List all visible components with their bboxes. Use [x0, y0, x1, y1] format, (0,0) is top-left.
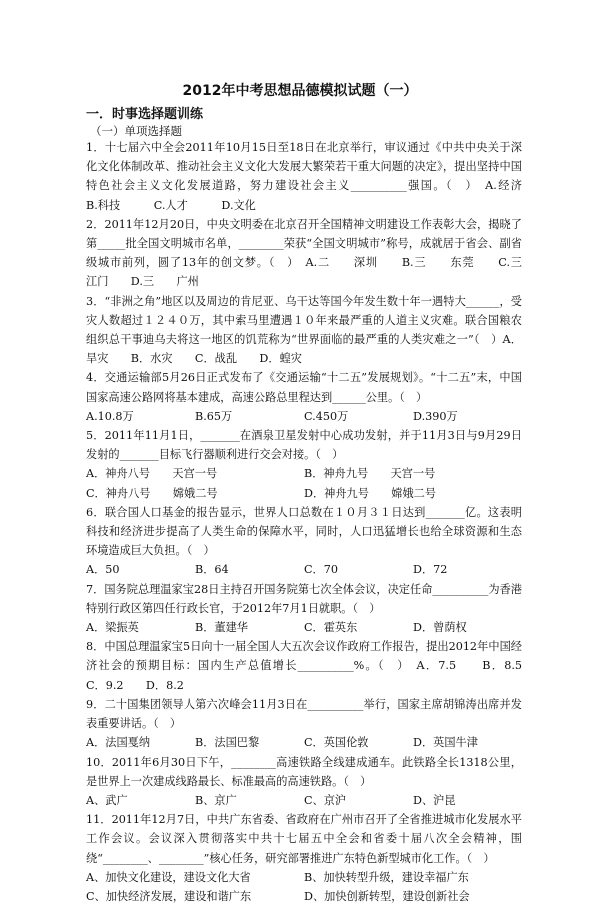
option-b: B．董建华 [195, 621, 248, 635]
question-1: 1．十七届六中全会2011年10月15日至18日在北京举行，审议通过《中共中央关于深化文化体制改革、推动社会主义文化大发展大繁荣若干重大问题的决定》，提出坚持中国特色社会主义文化发展道路，努力建设社会主义__________强国。（ ） A.经济 B.科技 C.人才 D.文化 [86, 141, 556, 212]
question-10: 10．2011年6月30日下午，________高速铁路全线建成通车。此铁路全长1318公里，是世界上一次建成线路最长、标准最高的高速铁路。（ ） [86, 755, 522, 788]
option-d: D．72 [413, 563, 448, 577]
question-6-options [86, 560, 522, 579]
option-a: A、加快文化建设，建设文化大省 [86, 870, 251, 884]
option-c: C．神舟八号 嫦娥二号 [86, 486, 218, 500]
option-d: D、沪昆 [413, 793, 456, 807]
question-4-options [86, 407, 522, 426]
option-c: C、京沪 [304, 793, 347, 807]
question-2: 2．2011年12月20日，中央文明委在北京召开全国精神文明建设工作表彰大会，揭晓了第_____批全国文明城市名单，________荣获“全国文明城市”称号，成就居于省会、副省级城市前列，圆了13年的创文梦。（ ） A.二 深圳 B.三 东莞 C.三 江门 D.三 广州 [86, 217, 545, 289]
option-c: C．英国伦敦 [304, 736, 369, 750]
option-b: B、京广 [195, 793, 237, 807]
option-c: C、加快经济发展，建设和谐广东 [86, 889, 252, 903]
section-heading: 一．时事选择题训练 [86, 107, 204, 122]
option-d: D、加快创新转型，建设创新社会 [304, 889, 470, 903]
question-9: 9．二十国集团领导人第六次峰会11月3日在__________举行，国家主席胡锦涛出席并发表重要讲话。（ ） [86, 697, 522, 731]
question-7-options [86, 618, 522, 637]
question-11: 11．2011年12月7日，中共广东省委、省政府在广州市召开了全省推进城市化发展水平工作会议。会议深入贯彻落实中共十七届五中全会和省委十届八次全会精神，围绕“________、________”核心任务，研究部署推进广东特色新型城市化工作。（ ） [86, 813, 522, 865]
question-3: 3．“非洲之角”地区以及周边的肯尼亚、乌干达等国今年发生数十年一遇特大______，受灾人数超过１２４０万，其中索马里遭遇１０年来最严重的人道主义灾难。联合国粮农组织总干事迪乌夫将这一地区的饥荒称为“世界面临的最严重的人类灾难之一”（ ）A．旱灾 B．水灾 C．战乱 D．蝗灾 [86, 294, 522, 366]
question-5-options [86, 464, 522, 502]
option-a: A．神舟八号 天宫一号 [86, 467, 218, 481]
option-d: D．英国牛津 [413, 736, 478, 750]
question-4: 4．交通运输部5月26日正式发布了《交通运输“十二五”发展规划》。“十二五”末，中国国家高速公路网将基本建成，高速公路总里程达到______公里。（ ） [86, 371, 522, 404]
question-9-options [86, 733, 522, 752]
subsection-heading: （一）单项选择题 [90, 124, 182, 138]
option-a: A．法国戛纳 [86, 736, 151, 750]
option-d: D．曾荫权 [413, 621, 467, 635]
option-c: C.450万 [304, 409, 349, 423]
option-b: B．神舟九号 天宫一号 [304, 467, 436, 481]
page-title: 2012年中考思想品德模拟试题（一） [182, 83, 418, 99]
question-11-options [86, 868, 522, 906]
option-a: A.10.8万 [86, 409, 134, 423]
question-6: 6．联合国人口基金的报告显示，世界人口总数在１０月３１日达到_______亿。这表明科技和经济进步提高了人类生命的保障水平，同时，人口迅猛增长也给全球资源和生态环境造成巨大负担。（ ） [86, 505, 522, 558]
option-b: B.65万 [195, 409, 233, 423]
option-b: B．64 [195, 563, 229, 577]
question-list [86, 138, 556, 906]
option-d: D.390万 [413, 409, 458, 423]
option-a: A、武广 [86, 793, 128, 807]
option-a: A．梁振英 [86, 621, 139, 635]
option-b: B．法国巴黎 [195, 736, 260, 750]
option-c: C．70 [304, 563, 338, 577]
question-8: 8．中国总理温家宝5日向十一届全国人大五次会议作政府工作报告，提出2012年中国经济社会的预期目标：国内生产总值增长__________%。（ ） A．7.5 B．8.5 C．9.2 D．8.2 [86, 640, 545, 692]
option-b: B、加快转型升级，建设幸福广东 [304, 870, 469, 884]
option-d: D．神舟九号 嫦娥二号 [304, 486, 437, 500]
question-10-options [86, 791, 522, 810]
question-7: 7．国务院总理温家宝28日主持召开国务院第七次全体会议，决定任命__________为香港特别行政区第四任行政长官，于2012年7月1日就职。（ ） [86, 582, 522, 615]
option-c: C．霍英东 [304, 621, 358, 635]
option-a: A．50 [86, 563, 120, 577]
question-5: 5．2011年11月1日，_______在酒泉卫星发射中心成功发射，并于11月3日与9月29日发射的_______目标飞行器顺利进行交会对接。（ ） [86, 429, 522, 462]
